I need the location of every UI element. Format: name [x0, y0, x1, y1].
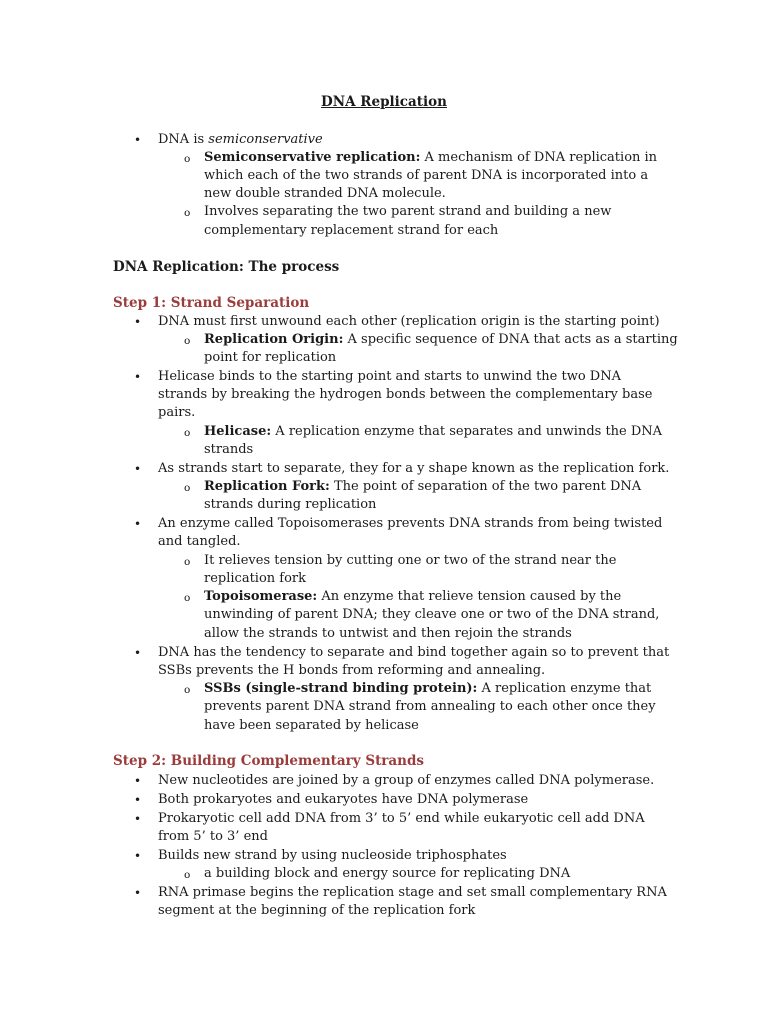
- definition-line: allow the strands to untwist and then rejoin the strands: [204, 626, 572, 641]
- step1-sub-ssbs: [204, 680, 651, 698]
- step1-sub-replication-origin: [204, 331, 678, 349]
- definition-line: strands during replication: [204, 497, 377, 512]
- definition-text: A specific sequence of DNA that acts as a starting: [343, 332, 678, 347]
- bullet-marker: •: [134, 646, 142, 660]
- definition-line: complementary replacement strand for each: [204, 223, 499, 238]
- step2-bullet-5: RNA primase begins the replication stage and set small complementary RNA: [158, 885, 667, 900]
- sub-bullet-marker: o: [184, 335, 191, 347]
- step1-bullet-3: As strands start to separate, they for a y shape known as the replication fork.: [158, 461, 670, 476]
- bullet-marker: •: [134, 793, 142, 807]
- step2-bullet-1: New nucleotides are joined by a group of enzymes called DNA polymerase.: [158, 773, 655, 788]
- bullet-marker: •: [134, 462, 142, 476]
- bullet-marker: •: [134, 774, 142, 788]
- intro-bullet-1: [158, 131, 323, 149]
- step1-bullet-5: DNA has the tendency to separate and bind together again so to prevent that: [158, 645, 670, 660]
- intro-emphasis: semiconservative: [208, 132, 323, 147]
- step2-bullet-3: Prokaryotic cell add DNA from 3’ to 5’ end while eukaryotic cell add DNA: [158, 811, 645, 826]
- step1-bullet-4: An enzyme called Topoisomerases prevents DNA strands from being twisted: [158, 516, 663, 531]
- definition-line: have been separated by helicase: [204, 718, 419, 733]
- step1-sub-topoisomerase: [204, 588, 621, 606]
- sub-bullet-marker: o: [184, 482, 191, 494]
- term-replication-origin: Replication Origin:: [204, 332, 344, 347]
- bullet-line: pairs.: [158, 405, 196, 420]
- term-semiconservative-replication: Semiconservative replication:: [204, 150, 421, 165]
- sub-bullet-marker: o: [184, 427, 191, 439]
- sub-bullet-marker: o: [184, 869, 191, 881]
- bullet-marker: •: [134, 133, 142, 147]
- definition-line: prevents parent DNA strand from annealing to each other once they: [204, 699, 656, 714]
- definition-line: unwinding of parent DNA; they cleave one or two of the DNA strand,: [204, 607, 660, 622]
- intro-text: DNA is: [158, 132, 209, 147]
- bullet-line: strands by breaking the hydrogen bonds between the complementary base: [158, 387, 653, 402]
- intro-sub-1: [204, 149, 657, 167]
- bullet-marker: •: [134, 849, 142, 863]
- definition-text: The point of separation of the two parent DNA: [329, 479, 642, 494]
- step1-sub-helicase: [204, 423, 662, 441]
- definition-line: point for replication: [204, 350, 337, 365]
- intro-sub-2: Involves separating the two parent strand and building a new: [204, 204, 612, 219]
- bullet-marker: •: [134, 315, 142, 329]
- bullet-marker: •: [134, 517, 142, 531]
- document-title: DNA Replication: [321, 94, 447, 110]
- sub-bullet-marker: o: [184, 207, 191, 219]
- bullet-marker: •: [134, 886, 142, 900]
- sub-bullet-marker: o: [184, 684, 191, 696]
- step1-bullet-2: Helicase binds to the starting point and starts to unwind the two DNA: [158, 369, 621, 384]
- term-topoisomerase: Topoisomerase:: [204, 589, 318, 604]
- definition-text: A mechanism of DNA replication in: [420, 150, 658, 165]
- bullet-line: segment at the beginning of the replication fork: [158, 903, 476, 918]
- step2-heading: Step 2: Building Complementary Strands: [113, 753, 425, 769]
- bullet-marker: •: [134, 812, 142, 826]
- definition-text: A replication enzyme that separates and unwinds the DNA: [271, 424, 663, 439]
- step1-bullet-1: DNA must first unwound each other (replication origin is the starting point): [158, 314, 660, 329]
- step2-bullet-4: Builds new strand by using nucleoside triphosphates: [158, 848, 507, 863]
- definition-line: strands: [204, 442, 254, 457]
- step1-heading: Step 1: Strand Separation: [113, 295, 310, 311]
- term-helicase: Helicase:: [204, 424, 272, 439]
- bullet-line: and tangled.: [158, 534, 241, 549]
- term-replication-fork: Replication Fork:: [204, 479, 330, 494]
- bullet-line: SSBs prevents the H bonds from reforming and annealing.: [158, 663, 546, 678]
- step2-sub-building-block: a building block and energy source for replicating DNA: [204, 866, 571, 881]
- bullet-line: from 5’ to 3’ end: [158, 829, 268, 844]
- definition-line: which each of the two strands of parent DNA is incorporated into a: [204, 168, 649, 183]
- step1-sub-relieves-tension: It relieves tension by cutting one or two of the strand near the: [204, 553, 617, 568]
- definition-line: new double stranded DNA molecule.: [204, 186, 446, 201]
- step2-bullet-2: Both prokaryotes and eukaryotes have DNA polymerase: [158, 792, 529, 807]
- bullet-marker: •: [134, 370, 142, 384]
- definition-text: A replication enzyme that: [477, 681, 652, 696]
- term-ssbs: SSBs (single-strand binding protein):: [204, 681, 478, 696]
- sub-bullet-marker: o: [184, 153, 191, 165]
- sub-bullet-marker: o: [184, 556, 191, 568]
- sub-bullet-marker: o: [184, 592, 191, 604]
- step1-sub-replication-fork: [204, 478, 641, 496]
- definition-line: replication fork: [204, 571, 307, 586]
- section-heading-process: DNA Replication: The process: [113, 259, 340, 275]
- definition-text: An enzyme that relieve tension caused by the: [317, 589, 622, 604]
